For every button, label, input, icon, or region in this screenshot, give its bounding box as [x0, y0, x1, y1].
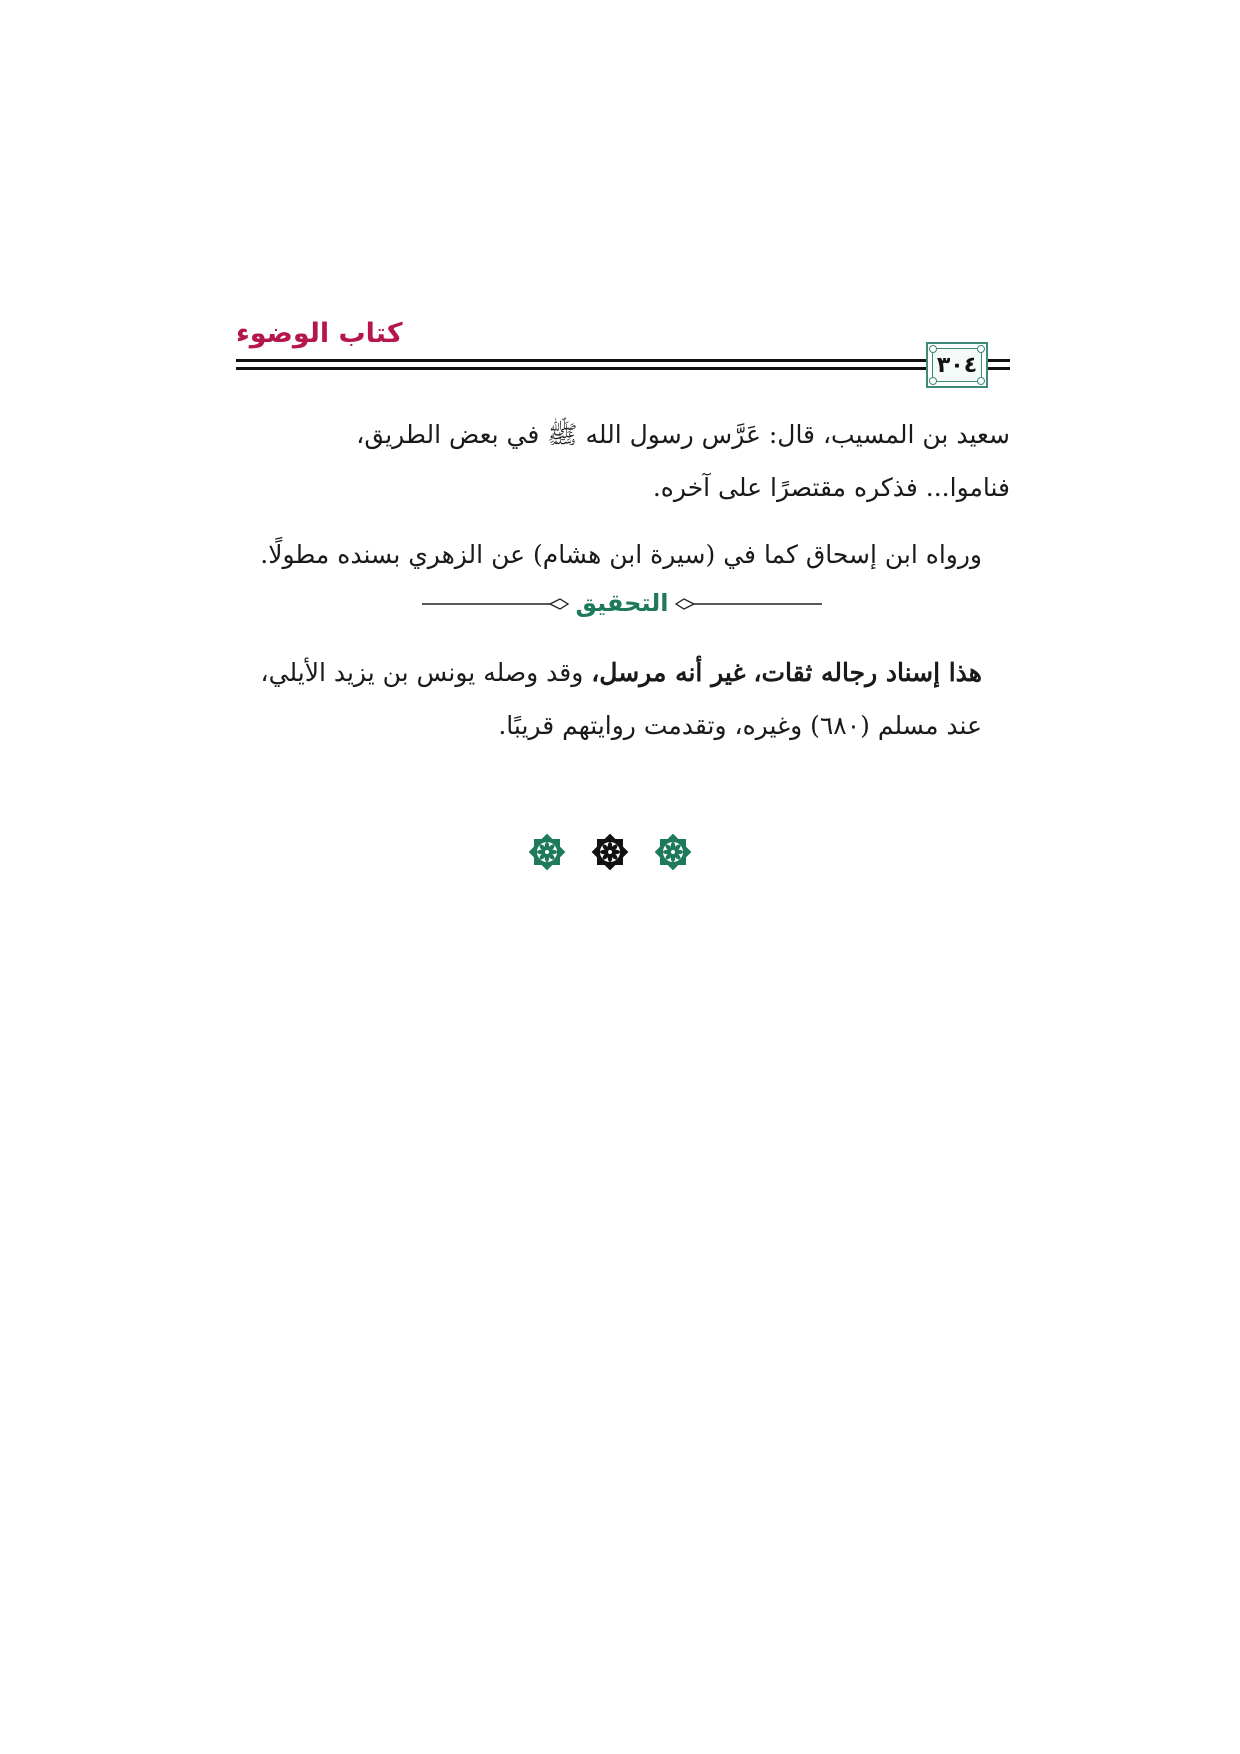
- paragraph-3-bold-1: هذا إسناد رجاله ثقات،: [753, 658, 982, 687]
- section-heading: التحقيق: [569, 589, 674, 617]
- section-divider: [420, 590, 824, 620]
- paragraph-3-line-2: عند مسلم (٦٨٠) وغيره، وتقدمت روايتهم قريبًا.: [498, 711, 982, 740]
- paragraph-2-text: ورواه ابن إسحاق كما في (سيرة ابن هشام) عن الزهري بسنده مطولًا.: [260, 540, 982, 569]
- page-header: [236, 312, 1010, 392]
- page-number: ٣٠٤: [936, 352, 978, 378]
- header-rule-right-bottom: [988, 367, 1010, 370]
- paragraph-1-line-1: سعيد بن المسيب، قال: عَرَّس رسول الله ﷺ في بعض الطريق،: [356, 420, 1010, 449]
- paragraph-3-line-1: [236, 646, 1010, 699]
- header-rule-top: [236, 359, 928, 362]
- book-title: كتاب الوضوء: [236, 318, 403, 349]
- paragraph-3-rest: وقد وصله يونس بن يزيد الأيلي،: [260, 658, 584, 687]
- star-ornament-icon: [592, 834, 629, 871]
- end-ornaments: [525, 830, 695, 874]
- paragraph-1: [236, 408, 1010, 514]
- page-number-inner-frame: [932, 348, 982, 382]
- frame-corner-icon: [977, 345, 985, 353]
- star-ornament-icon: [529, 834, 566, 871]
- header-rule-right-top: [988, 359, 1010, 362]
- frame-corner-icon: [977, 377, 985, 385]
- frame-corner-icon: [929, 377, 937, 385]
- header-rule-bottom: [236, 367, 928, 370]
- paragraph-2: [236, 528, 1010, 581]
- ornament-group: [525, 830, 695, 874]
- paragraph-1-line-2: فناموا... فذكره مقتصرًا على آخره.: [652, 473, 1010, 502]
- frame-corner-icon: [929, 345, 937, 353]
- star-ornament-icon: [655, 834, 692, 871]
- page-number-frame: [926, 342, 988, 388]
- paragraph-3-bold-2: غير أنه مرسل،: [591, 658, 746, 687]
- paragraph-3: [236, 646, 1010, 752]
